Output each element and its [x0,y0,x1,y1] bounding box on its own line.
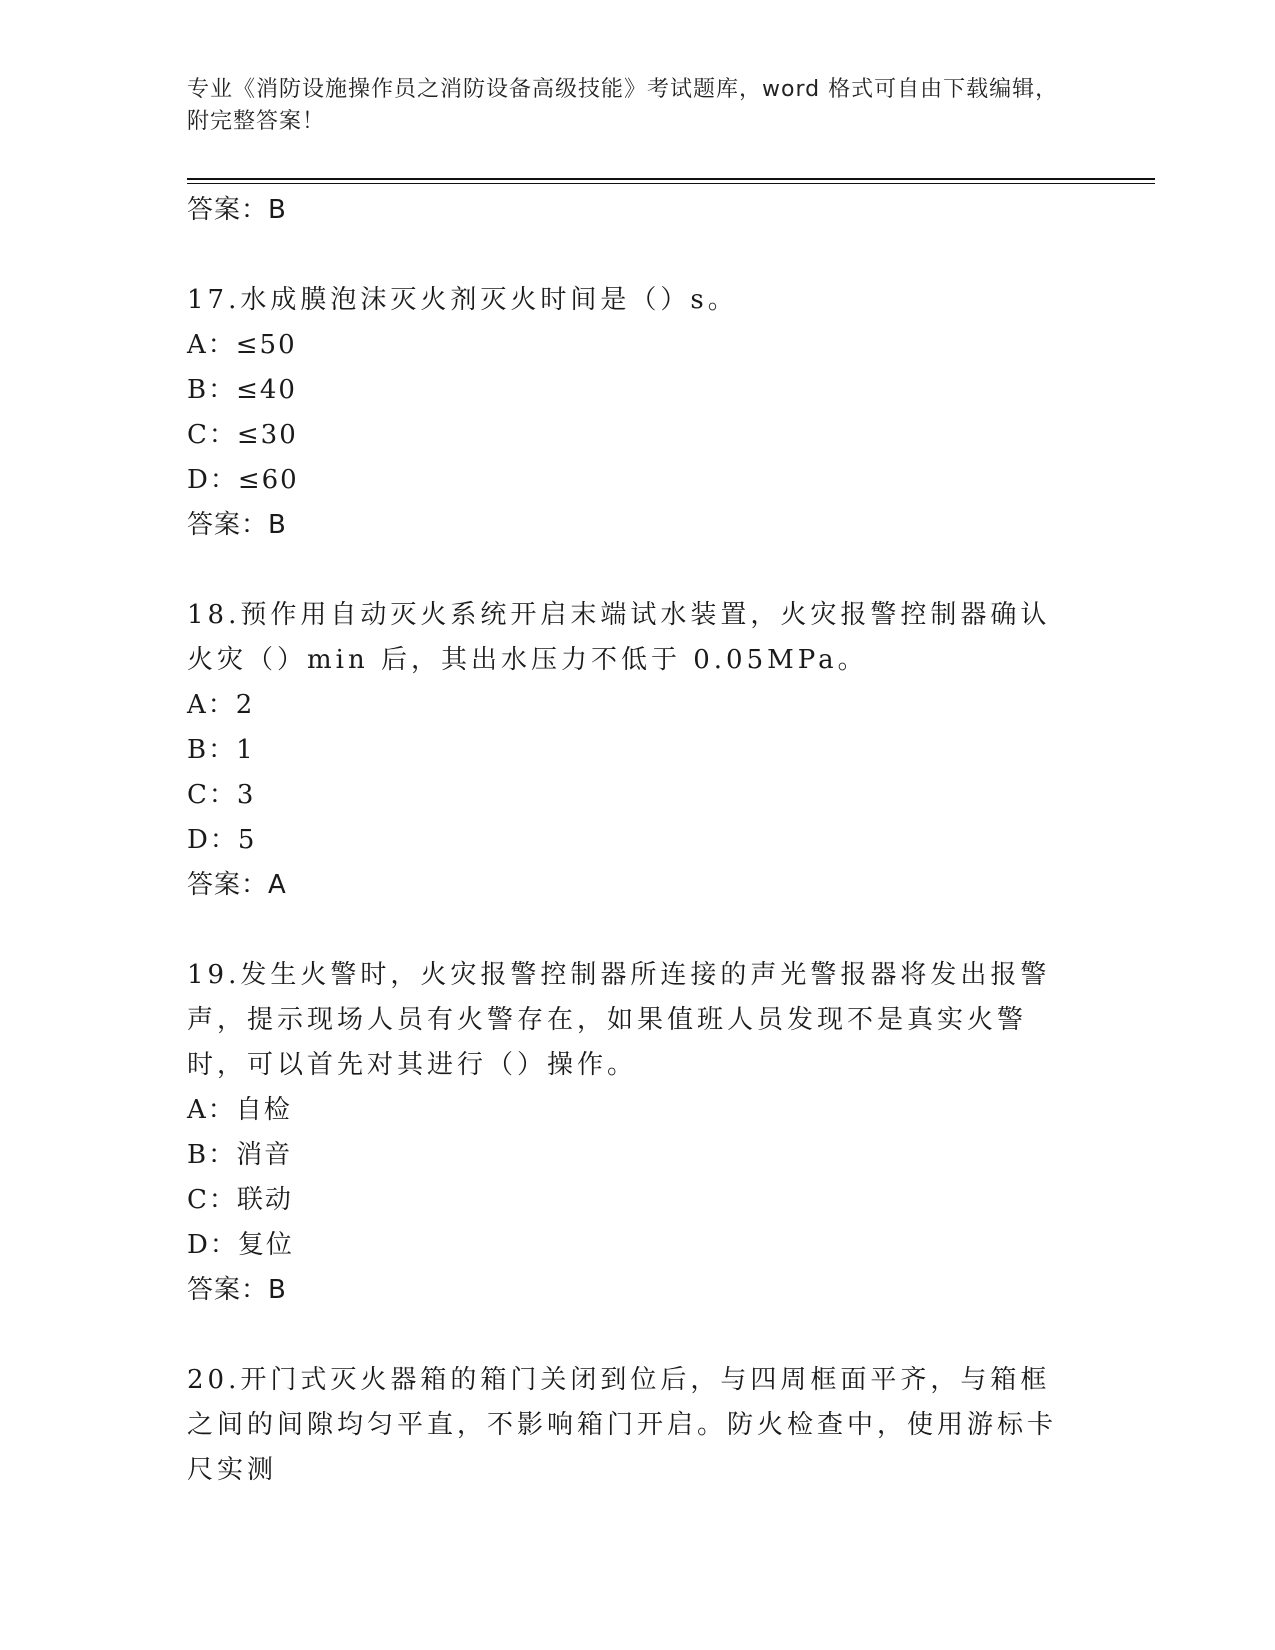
document-header: 专业《消防设施操作员之消防设备高级技能》考试题库，word 格式可自由下载编辑，附完整答案！ [187,77,1059,134]
question-list [187,188,1077,1493]
question-17 [187,278,1077,548]
question-stem: 20.开门式灭火器箱的箱门关闭到位后，与四周框面平齐，与箱框之间的间隙均匀平直，不影响箱门开启。防火检查中，使用游标卡尺实测 [187,1365,1058,1485]
option-b: B：1 [187,735,255,765]
spacer [187,233,1077,278]
answer-line: 答案：B [187,195,287,225]
option-c: C：联动 [187,1185,293,1215]
question-stem: 18.预作用自动灭火系统开启末端试水装置，火灾报警控制器确认火灾（）min 后，其出水压力不低于 0.05MPa。 [187,600,1051,675]
spacer [187,908,1077,953]
header-divider-thin [187,183,1155,184]
question-19 [187,953,1077,1313]
question-stem: 19.发生火警时，火灾报警控制器所连接的声光警报器将发出报警声，提示现场人员有火警存在，如果值班人员发现不是真实火警时，可以首先对其进行（）操作。 [187,960,1051,1080]
answer-line: 答案：A [187,870,287,900]
option-a: A：自检 [187,1095,292,1125]
option-b: B：消音 [187,1140,293,1170]
answer-line: 答案：B [187,1275,287,1305]
question-20 [187,1358,1077,1493]
option-b: B：≤40 [187,375,297,405]
option-d: D：≤60 [187,465,299,495]
question-stem: 17.水成膜泡沫灭火剂灭火时间是（）s。 [187,285,738,315]
spacer [187,548,1077,593]
spacer [187,1313,1077,1358]
header-divider-thick [187,178,1155,180]
question-18 [187,593,1077,908]
option-d: D：5 [187,825,257,855]
option-a: A：≤50 [187,330,297,360]
answer-line: 答案：B [187,510,287,540]
option-d: D：复位 [187,1230,294,1260]
option-c: C：≤30 [187,420,298,450]
option-c: C：3 [187,780,256,810]
option-a: A：2 [187,690,255,720]
